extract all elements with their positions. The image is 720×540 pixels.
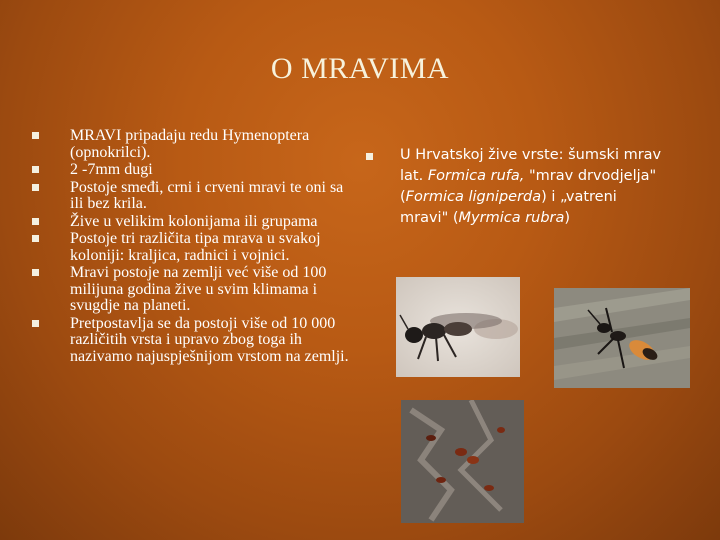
bullet-icon bbox=[32, 235, 39, 242]
list-item bbox=[32, 162, 352, 179]
slide-title: O MRAVIMA bbox=[270, 52, 450, 85]
list-item-text: Žive u velikim kolonijama ili grupama bbox=[70, 212, 318, 230]
winged-ant-photo bbox=[396, 277, 520, 377]
list-item bbox=[32, 231, 352, 264]
species-name-formica-rufa: Formica rufa, bbox=[427, 168, 525, 184]
list-item bbox=[32, 214, 352, 231]
list-item bbox=[32, 265, 352, 315]
carpenter-ant-photo bbox=[554, 288, 690, 388]
list-item bbox=[32, 316, 352, 366]
species-block bbox=[366, 145, 666, 229]
species-text-part: "mrav drvodjelja" ( bbox=[400, 168, 657, 205]
list-item-text: Pretpostavlja se da postoji više od 10 000 različitih vrsta i upravo zbog toga ih nazivamo najuspješnijom vrstom na zemlji. bbox=[70, 314, 349, 365]
list-item-text: Postoje smeđi, crni i crveni mravi te oni sa ili bez krila. bbox=[70, 178, 344, 212]
list-item-text: MRAVI pripadaju redu Hymenoptera (opnokrilci). bbox=[70, 127, 310, 161]
list-item-text: Mravi postoje na zemlji već više od 100 milijuna godina žive u svim klimama i svugdje na planeti. bbox=[70, 264, 327, 314]
species-text bbox=[366, 145, 666, 229]
species-text-part: U Hrvatskoj žive vrste: šumski mrav lat. bbox=[400, 147, 662, 184]
bullet-icon bbox=[32, 320, 39, 327]
species-text-part: ) bbox=[564, 210, 571, 226]
bullet-icon bbox=[32, 166, 39, 173]
bullet-icon bbox=[32, 218, 39, 225]
list-item bbox=[32, 128, 352, 161]
species-name-formica-ligniperda: Formica ligniperda bbox=[405, 189, 542, 205]
species-name-myrmica-rubra: Myrmica rubra bbox=[458, 210, 565, 226]
list-item bbox=[32, 180, 352, 213]
list-item-text: 2 -7mm dugi bbox=[70, 161, 153, 178]
bullet-icon bbox=[32, 184, 39, 191]
facts-list bbox=[32, 128, 352, 366]
bullet-icon bbox=[32, 269, 39, 276]
bullet-icon bbox=[32, 132, 39, 139]
list-item-text: Postoje tri različita tipa mrava u svakoj koloniji: kraljica, radnici i vojnici. bbox=[70, 230, 321, 264]
species-text-part: ) i „vatreni mravi" ( bbox=[400, 189, 617, 226]
red-ants-photo bbox=[401, 400, 524, 523]
bullet-icon bbox=[366, 153, 373, 160]
